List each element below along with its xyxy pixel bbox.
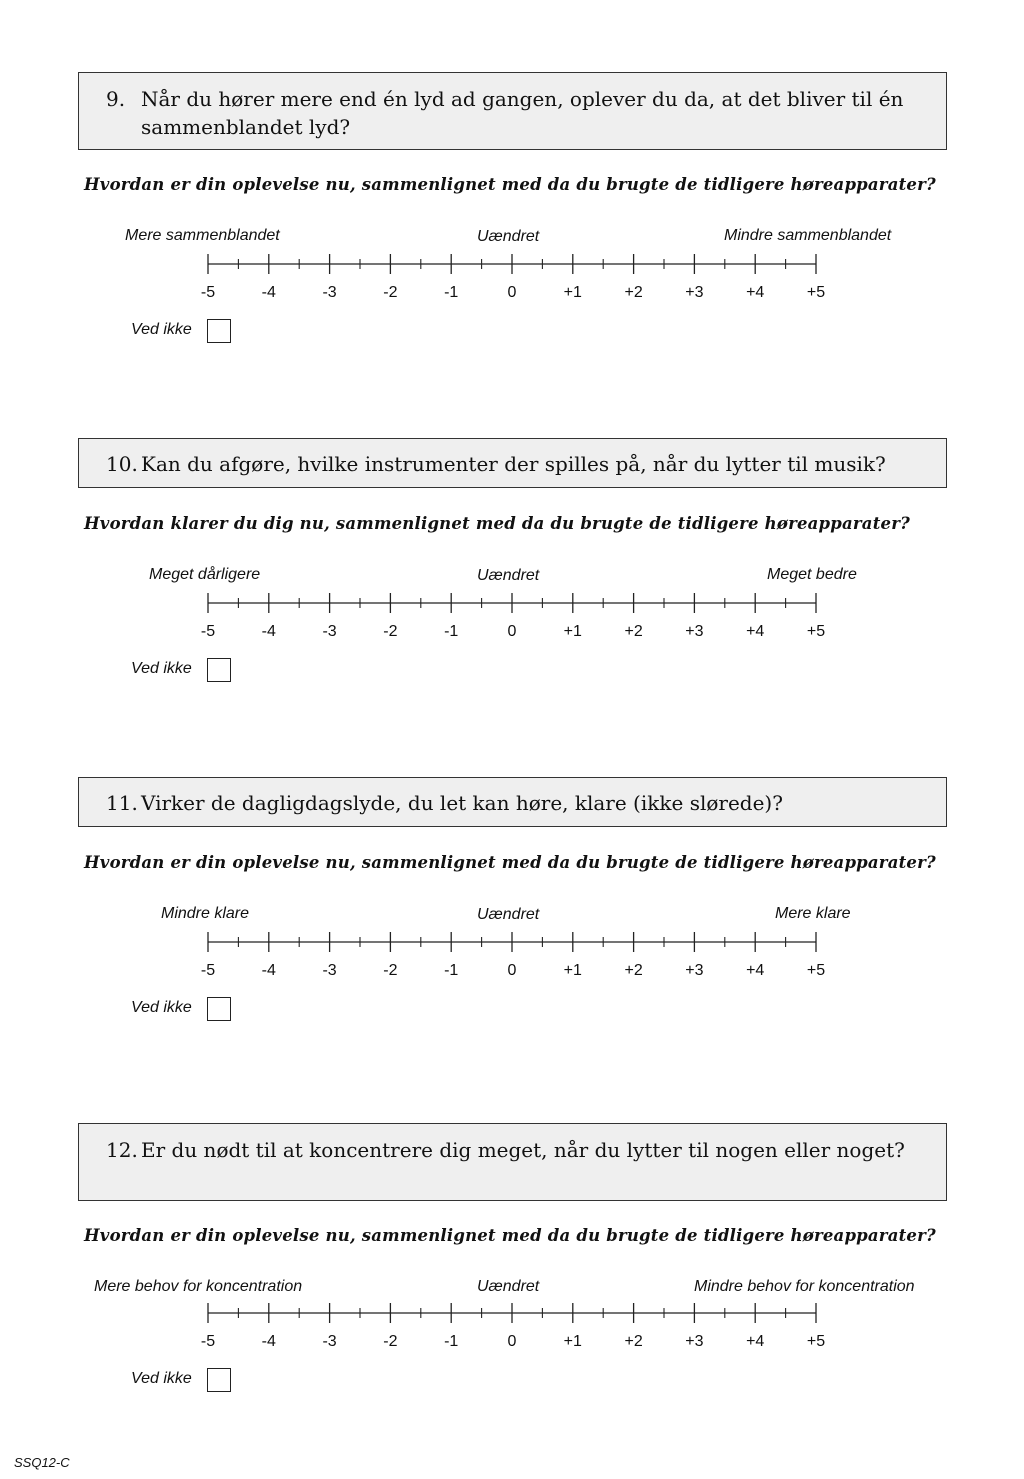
scale-tick-label: -2 [383,962,398,979]
question-instruction: Hvordan er din oplevelse nu, sammenlignet med da du brugte de tidligere høreapparater? [84,175,936,194]
scale-right-label: Mere klare [775,905,851,922]
scale-tick-label: 0 [507,284,517,301]
scale-tick-label: 0 [507,962,517,979]
scale-left-label: Mere sammenblandet [125,227,280,244]
scale-center-label: Uændret [477,228,540,245]
dont-know-checkbox[interactable] [207,319,231,343]
scale-tick-label: 0 [507,1333,517,1350]
scale-center-label: Uændret [477,567,540,584]
dont-know-label: Ved ikke [131,660,192,677]
scale-tick-label: +5 [806,962,826,979]
scale-tick-label: +1 [563,623,582,640]
rating-scale[interactable] [0,928,1024,988]
question-instruction: Hvordan er din oplevelse nu, sammenlignet med da du brugte de tidligere høreapparater? [84,1226,936,1245]
scale-tick-label: -5 [200,623,216,640]
dont-know-checkbox[interactable] [207,658,231,682]
scale-tick-label: -4 [261,284,276,301]
scale-right-label: Mindre behov for koncentration [694,1278,915,1295]
question-text: Er du nødt til at koncentrere dig meget, når du lytter til nogen eller noget? [141,1138,905,1162]
dont-know-label: Ved ikke [131,321,192,338]
scale-left-label: Mindre klare [161,905,250,922]
form-code: SSQ12-C [14,1455,70,1470]
scale-tick-label: -4 [261,1333,276,1350]
scale-tick-label: -1 [444,962,459,979]
question-12-box [78,1123,947,1201]
question-number: 11. [106,791,138,815]
question-text: Kan du afgøre, hvilke instrumenter der spilles på, når du lytter til musik? [141,452,886,476]
scale-tick-label: -1 [444,623,459,640]
scale-tick-label: -1 [444,284,459,301]
question-instruction: Hvordan er din oplevelse nu, sammenlignet med da du brugte de tidligere høreapparater? [84,853,936,872]
scale-tick-label: +4 [746,1333,765,1350]
scale-tick-label: +3 [685,962,704,979]
scale-tick-label: +2 [624,284,643,301]
scale-tick-label: +1 [563,962,582,979]
scale-tick-label: +2 [624,962,643,979]
scale-center-label: Uændret [477,1278,540,1295]
scale-tick-label: +3 [685,1333,704,1350]
dont-know-label: Ved ikke [131,999,192,1016]
scale-tick-label: -5 [200,284,216,301]
rating-scale[interactable] [0,1299,1024,1359]
question-10-box [78,438,947,488]
scale-tick-label: +5 [806,623,826,640]
scale-tick-label: -3 [322,284,337,301]
scale-tick-label: -2 [383,623,398,640]
question-11-box [78,777,947,827]
scale-tick-label: +1 [563,284,582,301]
scale-tick-label: 0 [507,623,517,640]
scale-right-label: Mindre sammenblandet [724,227,892,244]
dont-know-label: Ved ikke [131,1370,192,1387]
question-9-box [78,72,947,150]
question-number: 10. [106,452,138,476]
scale-tick-label: +3 [685,284,704,301]
scale-tick-label: -5 [200,1333,216,1350]
scale-tick-label: +5 [806,284,826,301]
question-text: Når du hører mere end én lyd ad gangen, oplever du da, at det bliver til én sammenblandet lyd? [141,87,904,139]
rating-scale[interactable] [0,589,1024,649]
scale-tick-label: +3 [685,623,704,640]
scale-left-label: Mere behov for koncentration [94,1278,303,1295]
question-number: 12. [106,1138,138,1162]
scale-tick-label: +1 [563,1333,582,1350]
scale-center-label: Uændret [477,906,540,923]
scale-tick-label: +2 [624,1333,643,1350]
scale-tick-label: -4 [261,623,276,640]
scale-left-label: Meget dårligere [149,566,261,583]
scale-tick-label: +4 [746,962,765,979]
dont-know-checkbox[interactable] [207,997,231,1021]
question-instruction: Hvordan klarer du dig nu, sammenlignet med da du brugte de tidligere høreapparater? [84,514,910,533]
question-number: 9. [106,87,126,111]
scale-tick-label: -3 [322,1333,337,1350]
scale-tick-label: -2 [383,284,398,301]
scale-tick-label: -2 [383,1333,398,1350]
scale-tick-label: -1 [444,1333,459,1350]
scale-tick-label: -3 [322,962,337,979]
scale-right-label: Meget bedre [767,566,857,583]
question-text: Virker de dagligdagslyde, du let kan høre, klare (ikke slørede)? [141,791,783,815]
scale-tick-label: -3 [322,623,337,640]
scale-tick-label: -5 [200,962,216,979]
rating-scale[interactable] [0,250,1024,310]
scale-tick-label: +5 [806,1333,826,1350]
scale-tick-label: +4 [746,284,765,301]
dont-know-checkbox[interactable] [207,1368,231,1392]
scale-tick-label: -4 [261,962,276,979]
scale-tick-label: +4 [746,623,765,640]
scale-tick-label: +2 [624,623,643,640]
